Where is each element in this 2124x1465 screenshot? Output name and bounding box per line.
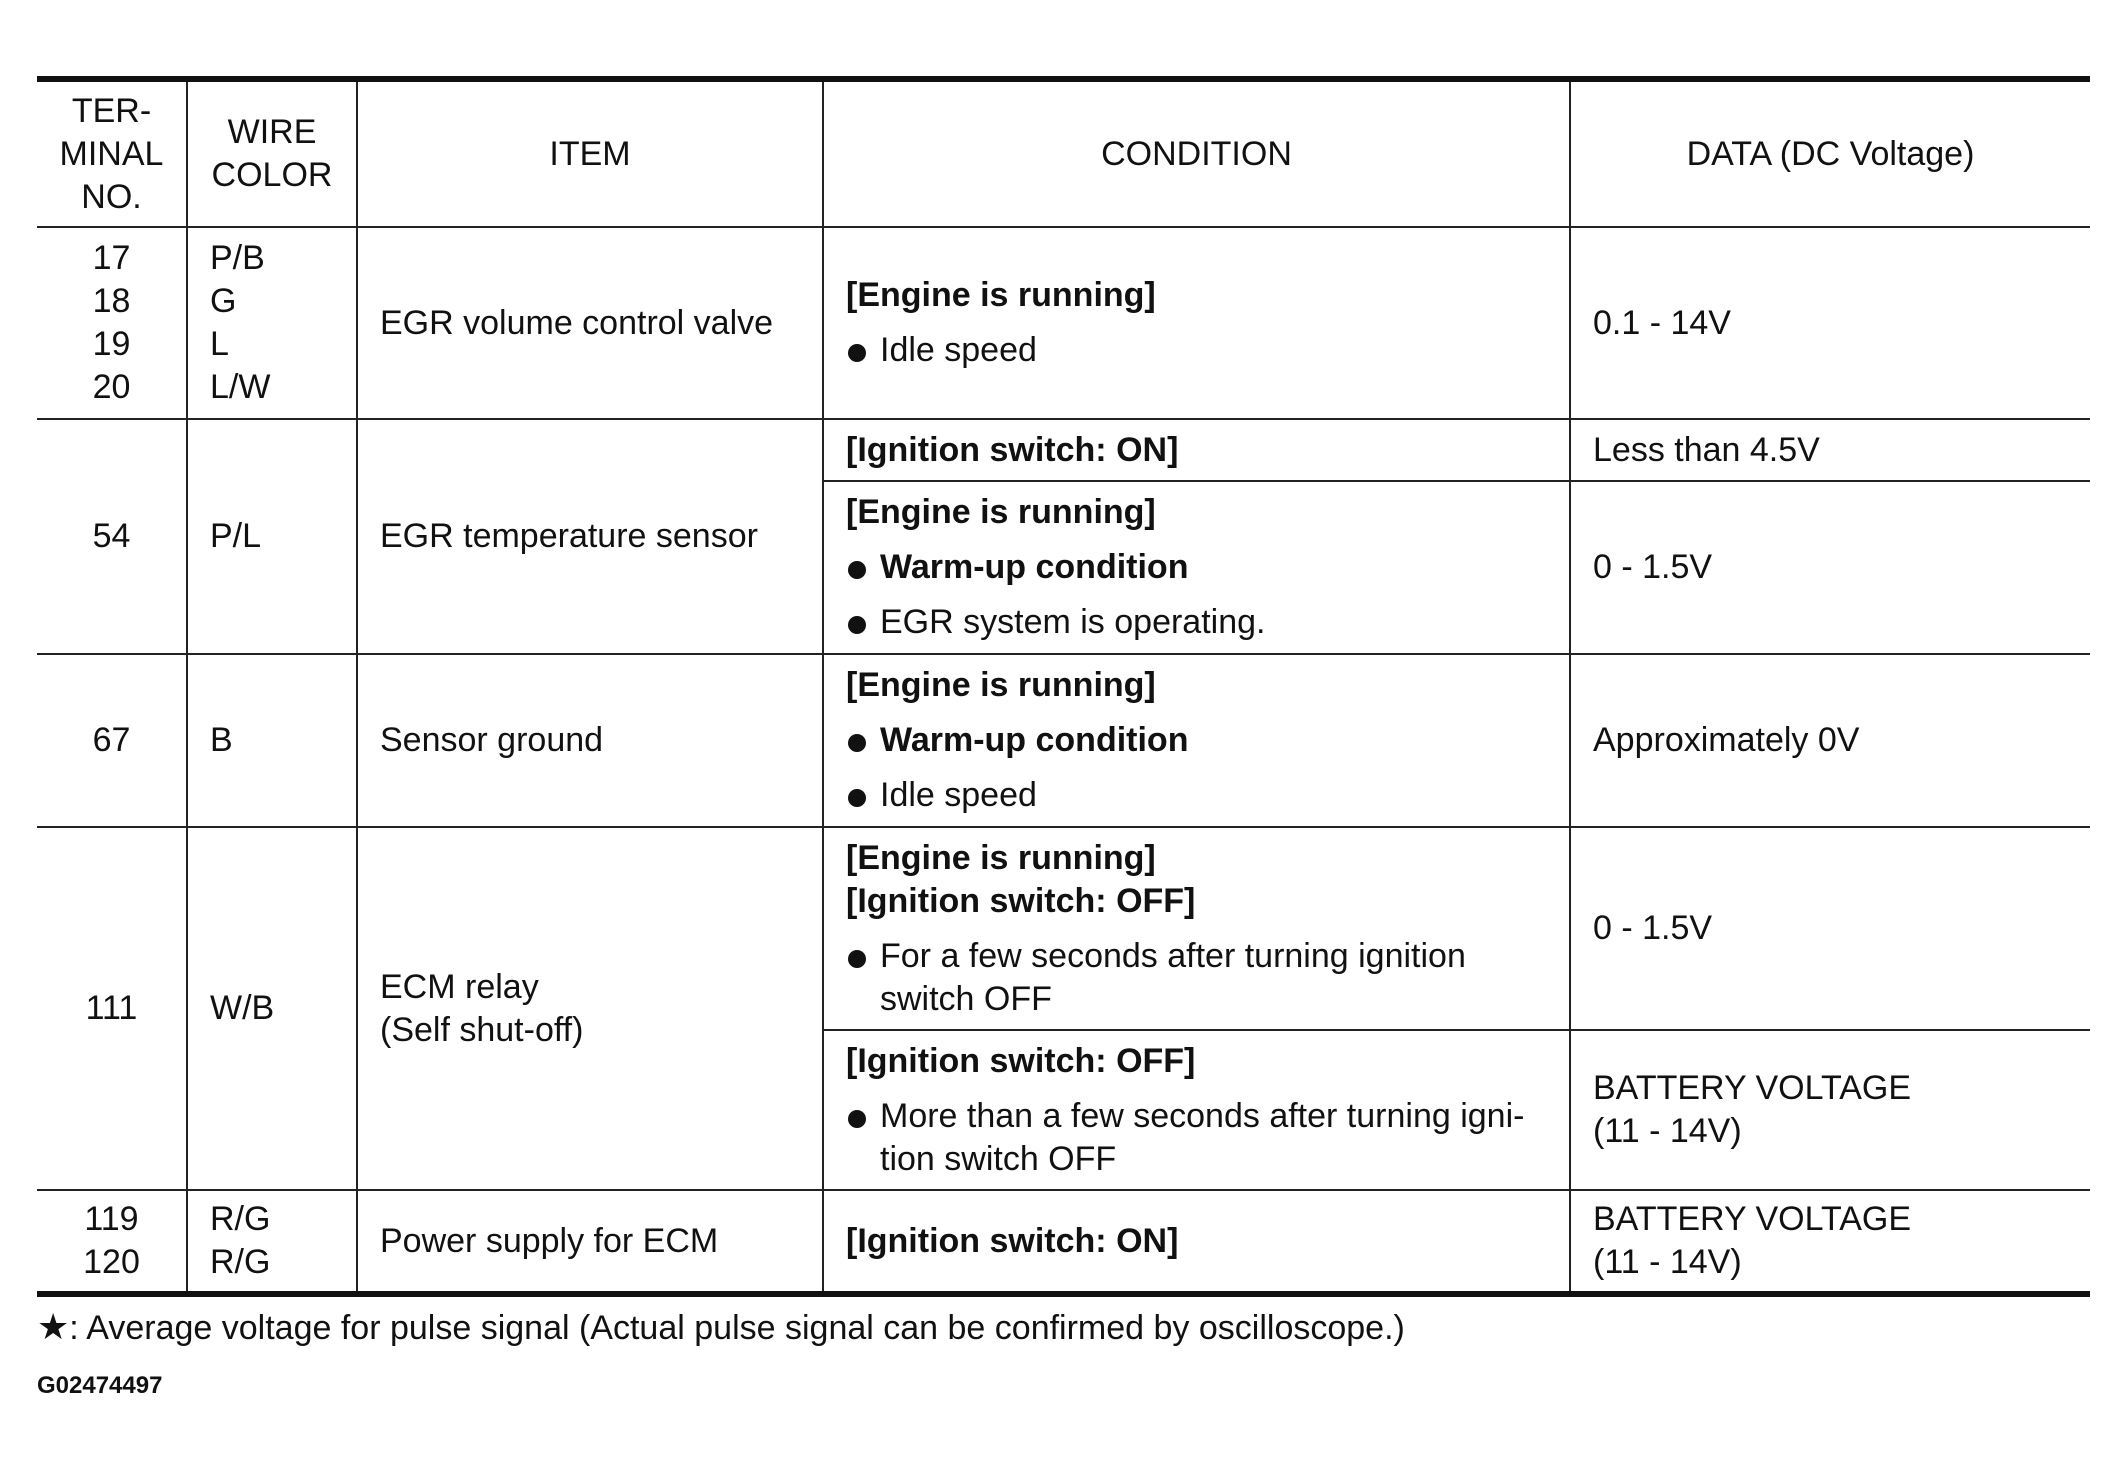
data-cell: Approximately 0V: [1570, 654, 2090, 827]
data-cell: 0 - 1.5V: [1570, 481, 2090, 654]
condition-cell: [Engine is running] [Ignition switch: OFF] For a few seconds after turning ignition switch OFF: [823, 827, 1570, 1030]
header-data: DATA (DC Voltage): [1570, 79, 2090, 227]
table-row: [37, 827, 2090, 1030]
data-cell: 0.1 - 14V: [1570, 227, 2090, 419]
data-cell: 0 - 1.5V: [1570, 827, 2090, 1030]
table-row: [37, 419, 2090, 481]
data-cell: Less than 4.5V: [1570, 419, 2090, 481]
terminal-cell: 67: [37, 654, 187, 827]
item-cell: ECM relay (Self shut-off): [357, 827, 823, 1190]
item-cell: EGR temperature sensor: [357, 419, 823, 654]
table-row: [37, 1190, 2090, 1294]
bullet-item: Warm-up condition: [846, 546, 1547, 589]
data-cell: BATTERY VOLTAGE (11 - 14V): [1570, 1030, 2090, 1190]
bullet-item: EGR system is operating.: [846, 601, 1547, 644]
footnote-text: : Average voltage for pulse signal (Actual pulse signal can be confirmed by oscilloscope.): [69, 1309, 1405, 1347]
item-cell: Power supply for ECM: [357, 1190, 823, 1294]
wire-color-cell: B: [187, 654, 357, 827]
table-row: [37, 227, 2090, 419]
bullet-item: Idle speed: [846, 774, 1547, 817]
wire-color-cell: W/B: [187, 827, 357, 1190]
header-terminal-no: TER- MINAL NO.: [37, 79, 187, 227]
wire-color-cell: P/L: [187, 419, 357, 654]
wire-color-cell: P/B G L L/W: [187, 227, 357, 419]
terminal-data-table: [37, 76, 2090, 1297]
condition-cell: [Ignition switch: ON]: [823, 419, 1570, 481]
item-cell: Sensor ground: [357, 654, 823, 827]
star-icon: ★: [37, 1306, 70, 1347]
condition-cell: [Ignition switch: OFF] More than a few seconds after turning igni-tion switch OFF: [823, 1030, 1570, 1190]
terminal-cell: 111: [37, 827, 187, 1190]
table-row: [37, 654, 2090, 827]
condition-cell: [Engine is running] Warm-up condition EGR system is operating.: [823, 481, 1570, 654]
terminal-cell: 119 120: [37, 1190, 187, 1294]
header-wire-color: WIRE COLOR: [187, 79, 357, 227]
condition-cell: [Ignition switch: ON]: [823, 1190, 1570, 1294]
terminal-cell: 54: [37, 419, 187, 654]
bullet-item: Warm-up condition: [846, 719, 1547, 762]
figure-code: G02474497: [37, 1372, 163, 1399]
header-item: ITEM: [357, 79, 823, 227]
item-cell: EGR volume control valve: [357, 227, 823, 419]
bullet-item: Idle speed: [846, 329, 1547, 372]
bullet-item: For a few seconds after turning ignition switch OFF: [846, 935, 1547, 1021]
table-header-row: [37, 79, 2090, 227]
data-cell: BATTERY VOLTAGE (11 - 14V): [1570, 1190, 2090, 1294]
footnote: [37, 1306, 1405, 1348]
terminal-cell: 17 18 19 20: [37, 227, 187, 419]
header-condition: CONDITION: [823, 79, 1570, 227]
wire-color-cell: R/G R/G: [187, 1190, 357, 1294]
bullet-item: More than a few seconds after turning igni-tion switch OFF: [846, 1095, 1547, 1181]
condition-cell: [Engine is running] Idle speed: [823, 227, 1570, 419]
condition-cell: [Engine is running] Warm-up condition Idle speed: [823, 654, 1570, 827]
